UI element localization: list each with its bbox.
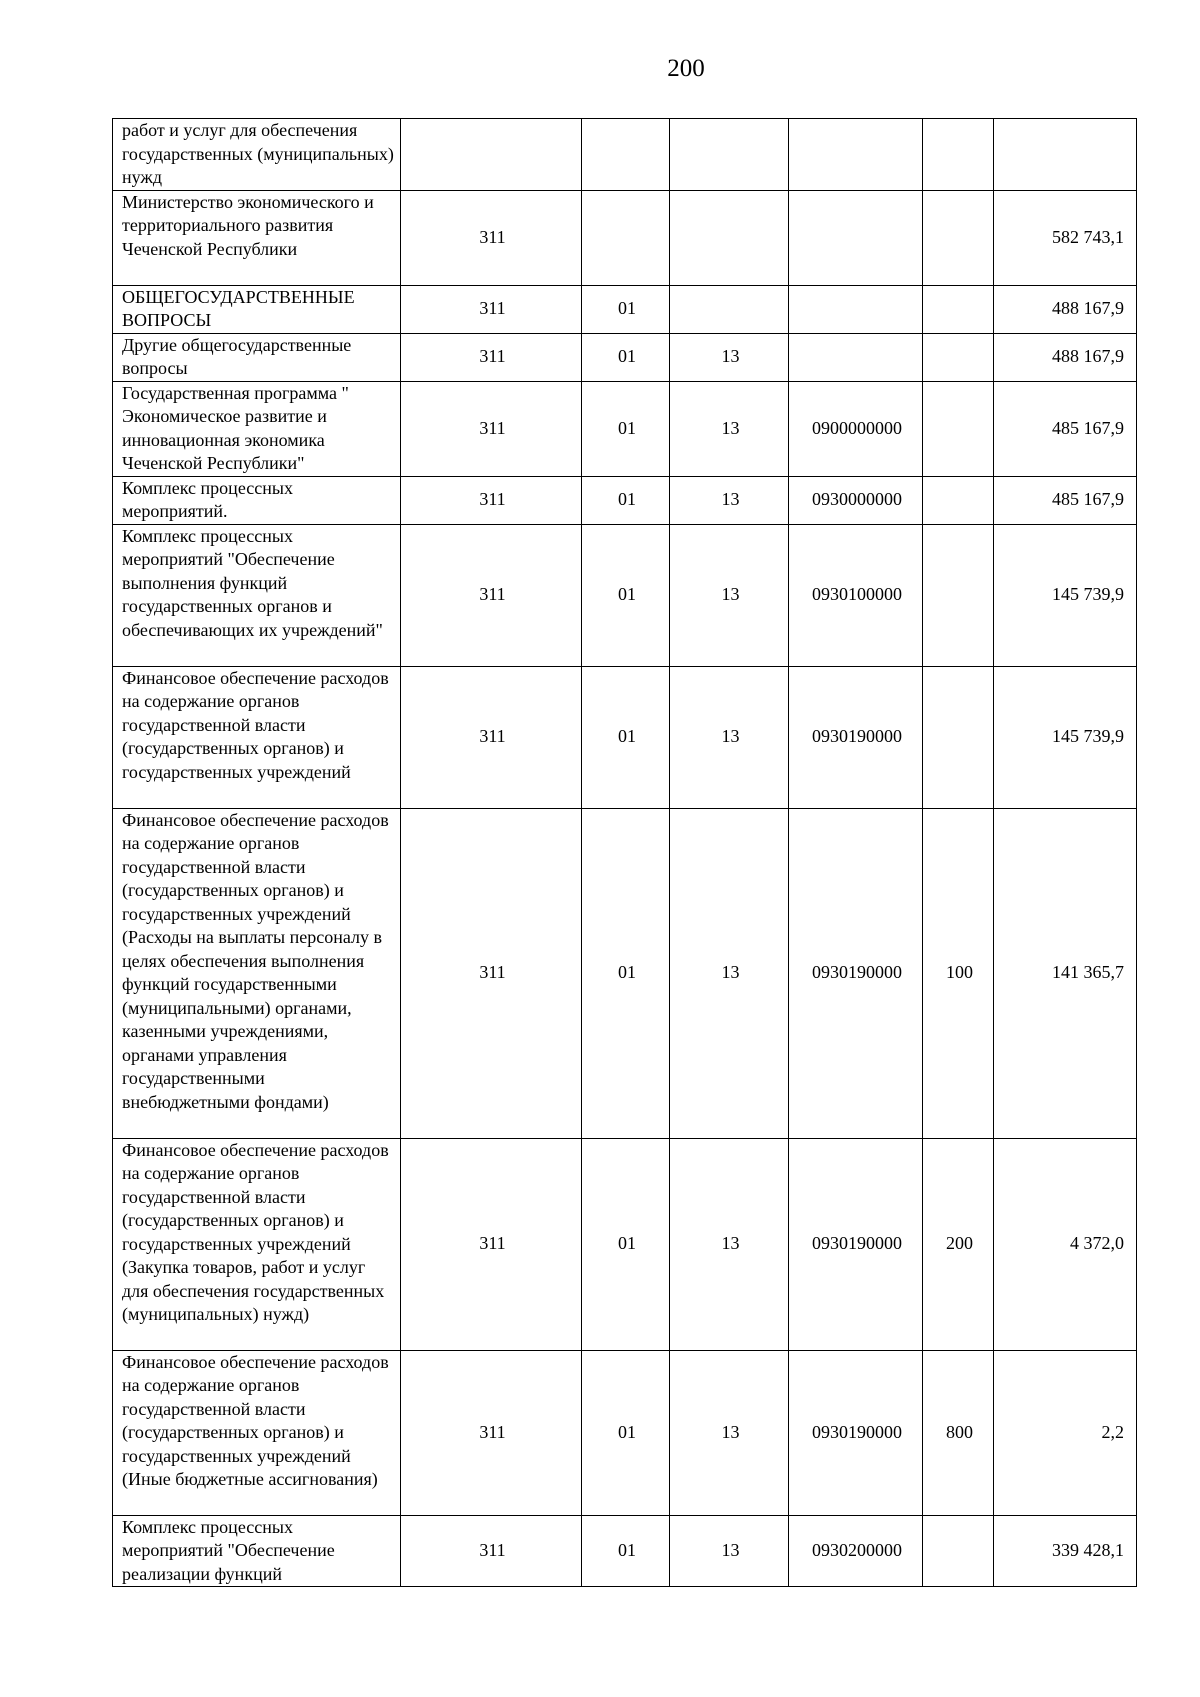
row-sum: 4 372,0 xyxy=(994,1138,1137,1350)
row-vr xyxy=(923,333,994,381)
row-pr: 13 xyxy=(670,333,789,381)
row-csr xyxy=(789,285,923,333)
table-row xyxy=(113,333,1137,381)
row-csr: 0930190000 xyxy=(789,1350,923,1515)
row-sum: 2,2 xyxy=(994,1350,1137,1515)
row-csr: 0930190000 xyxy=(789,666,923,808)
row-gr: 311 xyxy=(401,190,582,285)
row-gr: 311 xyxy=(401,666,582,808)
row-pr: 13 xyxy=(670,524,789,666)
row-csr xyxy=(789,119,923,191)
row-vr: 100 xyxy=(923,808,994,1138)
row-name: Финансовое обеспечение расходов на содержание органов государственной власти (государственных органов) и государственных учреждений xyxy=(113,666,401,808)
row-vr xyxy=(923,1515,994,1587)
row-csr: 0930190000 xyxy=(789,1138,923,1350)
row-rz: 01 xyxy=(582,524,670,666)
row-rz: 01 xyxy=(582,381,670,476)
row-pr: 13 xyxy=(670,476,789,524)
row-sum: 141 365,7 xyxy=(994,808,1137,1138)
row-rz: 01 xyxy=(582,666,670,808)
row-name: Другие общегосударственные вопросы xyxy=(113,333,401,381)
row-sum: 582 743,1 xyxy=(994,190,1137,285)
row-rz: 01 xyxy=(582,808,670,1138)
row-pr xyxy=(670,190,789,285)
row-vr xyxy=(923,119,994,191)
row-csr: 0930200000 xyxy=(789,1515,923,1587)
row-name: Комплекс процессных мероприятий. xyxy=(113,476,401,524)
row-vr xyxy=(923,666,994,808)
row-gr: 311 xyxy=(401,808,582,1138)
row-rz: 01 xyxy=(582,333,670,381)
row-csr: 0930190000 xyxy=(789,808,923,1138)
row-gr: 311 xyxy=(401,1350,582,1515)
row-gr: 311 xyxy=(401,1138,582,1350)
row-rz xyxy=(582,119,670,191)
row-vr xyxy=(923,285,994,333)
row-vr xyxy=(923,190,994,285)
row-sum: 488 167,9 xyxy=(994,285,1137,333)
row-pr: 13 xyxy=(670,1350,789,1515)
row-sum: 485 167,9 xyxy=(994,381,1137,476)
row-name: Государственная программа " Экономическое развитие и инновационная экономика Чеченской Республики" xyxy=(113,381,401,476)
row-sum xyxy=(994,119,1137,191)
row-vr: 200 xyxy=(923,1138,994,1350)
row-sum: 145 739,9 xyxy=(994,524,1137,666)
row-sum: 488 167,9 xyxy=(994,333,1137,381)
table-row xyxy=(113,190,1137,285)
row-rz: 01 xyxy=(582,1138,670,1350)
table-row xyxy=(113,119,1137,191)
table-row xyxy=(113,1350,1137,1515)
row-rz: 01 xyxy=(582,1350,670,1515)
row-csr xyxy=(789,333,923,381)
row-gr: 311 xyxy=(401,524,582,666)
row-gr: 311 xyxy=(401,381,582,476)
row-rz: 01 xyxy=(582,285,670,333)
budget-table-body xyxy=(113,119,1137,1587)
table-row xyxy=(113,524,1137,666)
row-name: Финансовое обеспечение расходов на содержание органов государственной власти (государственных органов) и государственных учреждений (Иные бюджетные ассигнования) xyxy=(113,1350,401,1515)
row-rz xyxy=(582,190,670,285)
row-rz: 01 xyxy=(582,1515,670,1587)
row-csr: 0930100000 xyxy=(789,524,923,666)
row-name: Комплекс процессных мероприятий "Обеспечение выполнения функций государственных органов и обеспечивающих их учреждений" xyxy=(113,524,401,666)
row-sum: 339 428,1 xyxy=(994,1515,1137,1587)
row-gr: 311 xyxy=(401,476,582,524)
row-pr: 13 xyxy=(670,1515,789,1587)
table-row xyxy=(113,1515,1137,1587)
row-gr: 311 xyxy=(401,333,582,381)
table-row xyxy=(113,666,1137,808)
page-number: 200 xyxy=(667,55,705,82)
budget-table xyxy=(112,118,1137,1587)
row-pr: 13 xyxy=(670,1138,789,1350)
row-sum: 485 167,9 xyxy=(994,476,1137,524)
row-pr: 13 xyxy=(670,666,789,808)
row-gr xyxy=(401,119,582,191)
row-pr xyxy=(670,285,789,333)
row-vr xyxy=(923,524,994,666)
table-row xyxy=(113,381,1137,476)
row-pr xyxy=(670,119,789,191)
row-pr: 13 xyxy=(670,808,789,1138)
row-vr: 800 xyxy=(923,1350,994,1515)
row-vr xyxy=(923,476,994,524)
row-gr: 311 xyxy=(401,1515,582,1587)
table-row xyxy=(113,1138,1137,1350)
table-row xyxy=(113,476,1137,524)
row-sum: 145 739,9 xyxy=(994,666,1137,808)
row-csr xyxy=(789,190,923,285)
row-csr: 0900000000 xyxy=(789,381,923,476)
row-csr: 0930000000 xyxy=(789,476,923,524)
row-name: ОБЩЕГОСУДАРСТВЕННЫЕ ВОПРОСЫ xyxy=(113,285,401,333)
table-row xyxy=(113,808,1137,1138)
row-name: Министерство экономического и территориального развития Чеченской Республики xyxy=(113,190,401,285)
row-name: работ и услуг для обеспечения государственных (муниципальных) нужд xyxy=(113,119,401,191)
row-name: Финансовое обеспечение расходов на содержание органов государственной власти (государственных органов) и государственных учреждений (Закупка товаров, работ и услуг для обеспечения государственных (муниципальных) нужд) xyxy=(113,1138,401,1350)
row-name: Финансовое обеспечение расходов на содержание органов государственной власти (государственных органов) и государственных учреждений (Расходы на выплаты персоналу в целях обеспечения выполнения функций государственными (муниципальными) органами, казенными учреждениями, органами управления государственными внебюджетными фондами) xyxy=(113,808,401,1138)
row-name: Комплекс процессных мероприятий "Обеспечение реализации функций xyxy=(113,1515,401,1587)
row-vr xyxy=(923,381,994,476)
row-rz: 01 xyxy=(582,476,670,524)
row-pr: 13 xyxy=(670,381,789,476)
row-gr: 311 xyxy=(401,285,582,333)
table-row xyxy=(113,285,1137,333)
